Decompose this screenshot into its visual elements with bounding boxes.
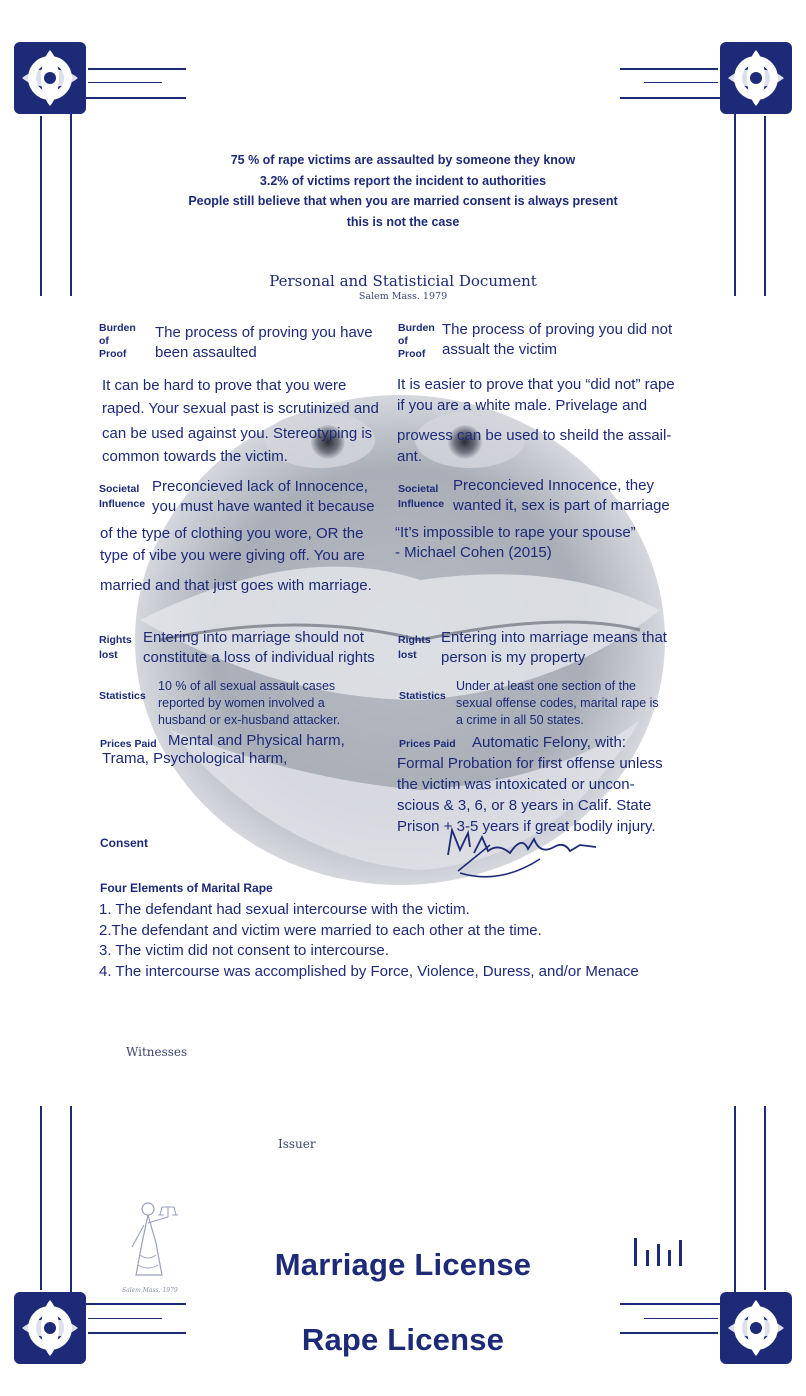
left-burden-paragraph: It can be hard to prove that you were raped. Your sexual past is scrutinized and can be used against you. Stereotyping is common towards the victim. (102, 377, 379, 465)
list-item: 4. The intercourse was accomplished by Force, Violence, Duress, and/or Menace (99, 962, 639, 980)
right-prices-label: Prices Paid (399, 738, 456, 750)
left-statistics-text: 10 % of all sexual assault cases reported by women involved a husband or ex-husband attacker. (158, 679, 341, 727)
list-item: 3. The victim did not consent to intercourse. (99, 942, 389, 959)
left-statistics-label: Statistics (99, 690, 146, 702)
right-societal-label: Societal Influence (398, 483, 445, 510)
right-burden-text: The process of proving you did not assualt the victim (442, 321, 673, 358)
frame-line (70, 97, 186, 99)
seal-caption: Salem Mass. 1979 (122, 1287, 178, 1294)
left-societal-label: Societal Influence (99, 483, 146, 510)
witnesses-label: Witnesses (126, 1045, 188, 1059)
frame-line (88, 1318, 162, 1319)
frame-line (644, 82, 718, 83)
left-societal-text: Preconcieved lack of Innocence, you must have wanted it because (152, 478, 375, 515)
right-societal-text: Preconcieved Innocence, they wanted it, sex is part of marriage (453, 477, 670, 514)
stat-line: 75 % of rape victims are assaulted by someone they know (230, 153, 576, 167)
left-rights-label: Rights lost (99, 634, 132, 661)
right-burden-label: Burden of Proof (398, 322, 435, 360)
frame-line (644, 1318, 718, 1319)
left-societal-paragraph: of the type of clothing you wore, OR the type of vibe you were giving off. You are married and that just goes with marriage. (100, 525, 372, 594)
frame-line (88, 82, 162, 83)
right-rights-label: Rights lost (398, 634, 431, 661)
stat-line: 3.2% of victims report the incident to authorities (259, 173, 547, 188)
right-prices-text: Automatic Felony, with: Formal Probation for first offense unless the victim was intoxicated or uncon- scious & 3, 6, or 8 years in Calif. State Prison + 3-5 years if great bodily injury. (397, 734, 663, 835)
frame-line (620, 68, 718, 70)
consent-label: Consent (100, 836, 148, 850)
marriage-license-title: Marriage License (274, 1247, 532, 1282)
list-item: 1. The defendant had sexual intercourse with the victim. (99, 901, 470, 918)
left-prices-text: Mental and Physical harm, Trama, Psychological harm, (102, 732, 345, 767)
header-stats (0, 150, 806, 232)
right-rights-text: Entering into marriage means that person is my property (441, 629, 667, 666)
right-statistics-label: Statistics (399, 690, 446, 702)
frame-line (620, 97, 736, 99)
corner-ornament-top-right (718, 40, 794, 116)
left-burden-label: Burden of Proof (99, 322, 136, 360)
frame-line (620, 1303, 736, 1305)
rape-license-title: Rape License (301, 1322, 505, 1357)
stat-line: this is not the case (346, 214, 460, 229)
document-title: Personal and Statisticial Document (269, 272, 537, 290)
left-rights-text: Entering into marriage should not constitute a loss of individual rights (143, 629, 375, 666)
signature (430, 825, 610, 905)
elements-heading: Four Elements of Marital Rape (100, 881, 273, 895)
issuer-label: Issuer (278, 1137, 316, 1151)
corner-ornament-top-left (12, 40, 88, 116)
left-prices-label: Prices Paid (100, 738, 157, 750)
elements-list (99, 900, 639, 982)
right-quote: “It’s impossible to rape your spouse” - Michael Cohen (2015) (395, 524, 636, 561)
left-burden-text: The process of proving you have been assaulted (155, 324, 373, 361)
frame-line (88, 68, 186, 70)
document-subtitle: Salem Mass. 1979 (358, 291, 448, 302)
list-item: 2.The defendant and victim were married to each other at the time. (99, 921, 542, 939)
right-statistics-text: Under at least one section of the sexual offense codes, marital rape is a crime in all 50 states. (456, 679, 659, 727)
frame-line (70, 1303, 186, 1305)
right-burden-paragraph: It is easier to prove that you “did not” rape if you are a white male. Privelage and prowess can be used to sheild the assail- ant. (397, 376, 675, 465)
stat-line: People still believe that when you are married consent is always present (188, 194, 618, 208)
